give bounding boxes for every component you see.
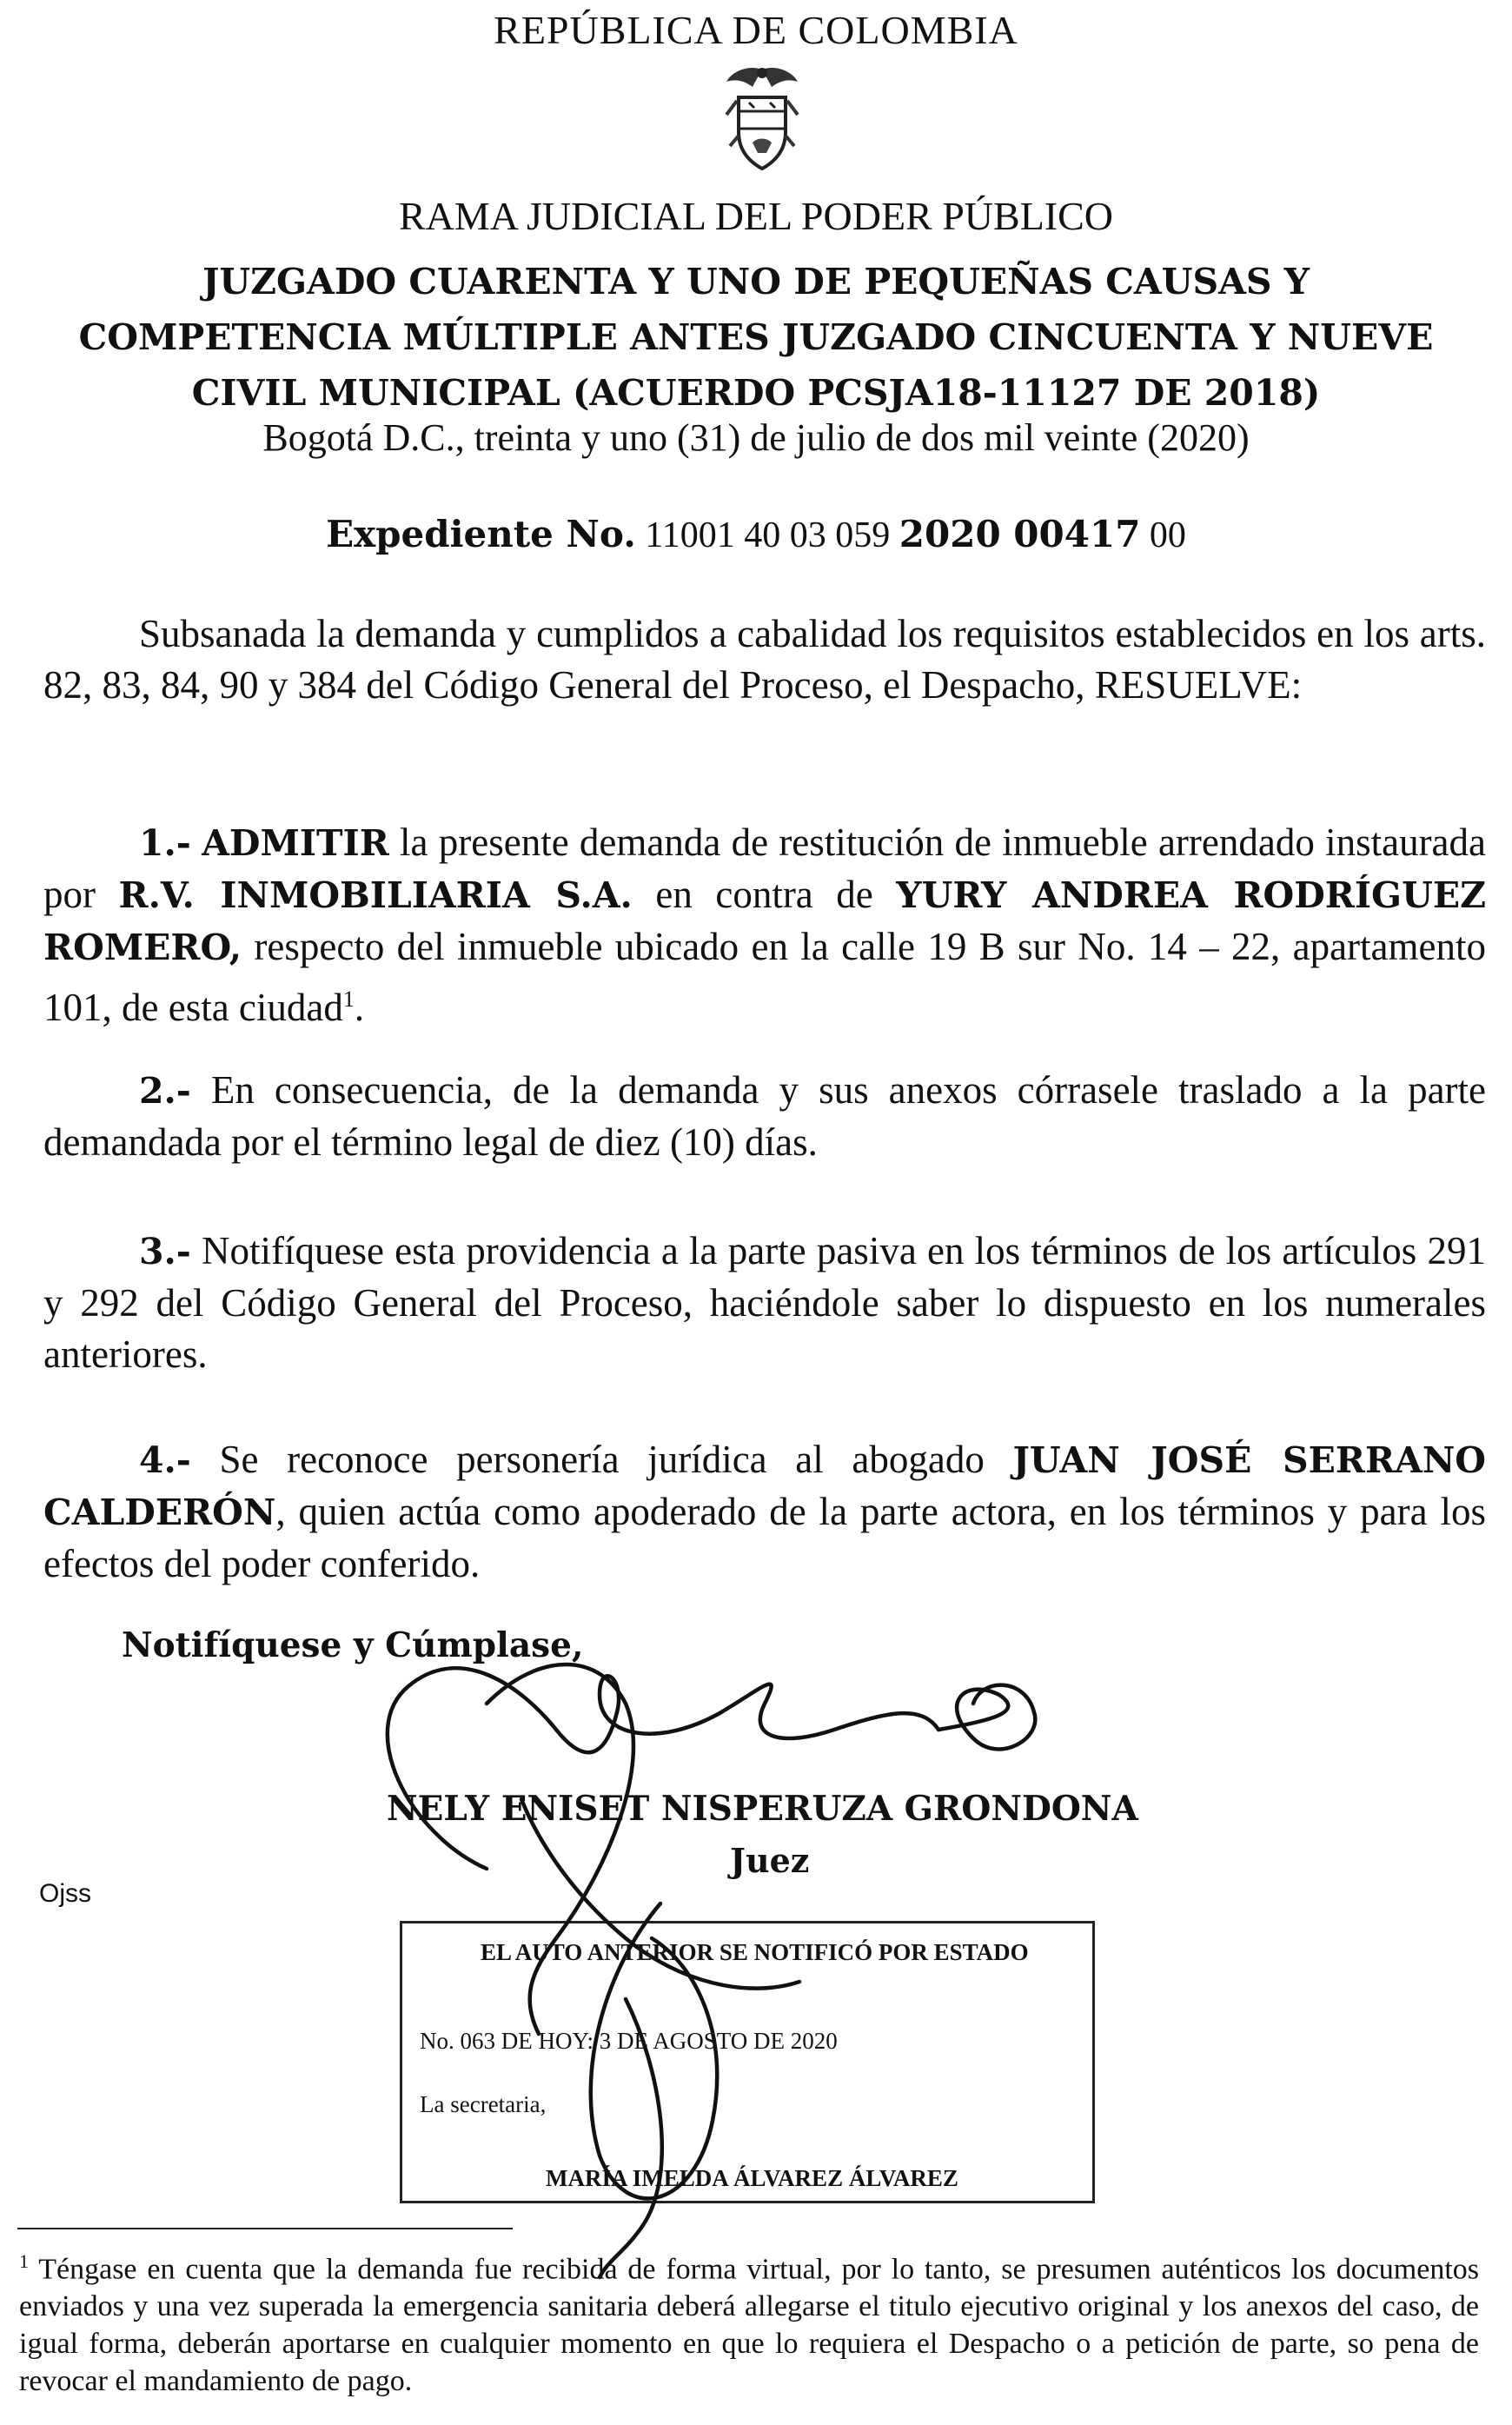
plaintiff-name: R.V. INMOBILIARIA S.A. [118,874,633,916]
case-number-prefix: 11001 40 03 059 [645,515,891,555]
stamp-title: EL AUTO ANTERIOR SE NOTIFICÓ POR ESTADO [481,1939,1029,1965]
footnote [19,2242,1479,2400]
footnote-text: Téngase en cuenta que la demanda fue recibida de forma virtual, por lo tanto, se presumen auténticos los documentos enviados y una vez superada la emergencia sanitaria deberá allegarse el titulo ejecutivo original y los anexos del caso, de igual forma, deberán aportarse en cualquier momento en que lo requiera el Despacho o a petición de parte, so pena de revocar el mandamiento de pago. [19,2253,1480,2398]
item-2-number: 2.- [139,1070,191,1112]
resolution-item-2 [43,1065,1486,1168]
judge-name: NELY ENISET NISPERUZA GRONDONA [387,1789,1138,1829]
case-number-suffix: 00 [1149,515,1186,555]
case-number [0,513,1512,556]
lawyer-name: JUAN JOSÉ SERRANO CALDERÓN [43,1439,1487,1533]
closing-formula: Notifíquese y Cúmplase, [122,1625,584,1665]
stamp-secretary-name: MARÍA IMELDA ÁLVAREZ ÁLVAREZ [546,2165,958,2191]
item-1-text-d: . [354,986,365,1029]
date-line: Bogotá D.C., treinta y uno (31) de julio de dos mil veinte (2020) [262,416,1250,459]
court-heading-line-3: CIVIL MUNICIPAL (ACUERDO PCSJA18-11127 DE 2018) [191,372,1321,414]
item-1-text-a: la presente demanda de restitución de inmueble arrendado instaurada por [43,821,1487,916]
stamp-secretary-label: La secretaria, [420,2091,547,2117]
footnote-separator [17,2228,513,2229]
judge-title: Juez [730,1841,810,1880]
footnote-reference: 1 [342,987,355,1012]
drafter-initials: Ojss [39,1879,91,1908]
country-heading: REPÚBLICA DE COLOMBIA [494,8,1018,52]
intro-paragraph [43,608,1486,711]
item-4-number: 4.- [139,1439,191,1481]
defendant-name: YURY ANDREA RODRÍGUEZ ROMERO, [43,874,1486,968]
item-1-verb: ADMITIR [202,822,389,864]
item-4-text-a: Se reconoce personería jurídica al abogado [219,1438,985,1481]
item-4-text-b: , quien actúa como apoderado de la parte actora, en los términos y para los efectos del poder conferido. [43,1490,1486,1585]
stamp-number-line: No. 063 DE HOY: 3 DE AGOSTO DE 2020 [420,2028,838,2054]
intro-text: Subsanada la demanda y cumplidos a cabalidad los requisitos establecidos en los arts. 82, 83, 84, 90 y 384 del Código General del Proceso, el Despacho, RESUELVE: [43,612,1486,707]
item-3-number: 3.- [139,1231,191,1272]
resolution-item-1 [43,817,1486,1033]
notification-stamp [400,1921,1095,2203]
court-heading-line-1: JUZGADO CUARENTA Y UNO DE PEQUEÑAS CAUSAS Y [202,261,1310,302]
resolution-item-4 [43,1434,1486,1590]
case-number-label: Expediente No. [326,513,636,555]
branch-heading: RAMA JUDICIAL DEL PODER PÚBLICO [398,194,1114,238]
resolution-item-3 [43,1226,1486,1380]
item-1-text-c: respecto del inmueble ubicado en la calle 19 B sur No. 14 – 22, apartamento 101, de esta ciudad [43,925,1486,1029]
case-number-main: 2020 00417 [899,513,1141,555]
footnote-mark: 1 [19,2250,29,2272]
item-1-number: 1.- [139,822,191,864]
item-2-text: En consecuencia, de la demanda y sus anexos córrasele traslado a la parte demandada por el término legal de diez (10) días. [43,1068,1487,1164]
item-3-text: Notifíquese esta providencia a la parte pasiva en los términos de los artículos 291 y 292 del Código General del Proceso, haciéndole saber lo dispuesto en los numerales anteriores. [43,1229,1486,1376]
coat-of-arms-icon [723,63,801,176]
court-heading-line-2: COMPETENCIA MÚLTIPLE ANTES JUZGADO CINCUENTA Y NUEVE [78,316,1434,358]
item-1-text-b: en contra de [655,873,873,916]
